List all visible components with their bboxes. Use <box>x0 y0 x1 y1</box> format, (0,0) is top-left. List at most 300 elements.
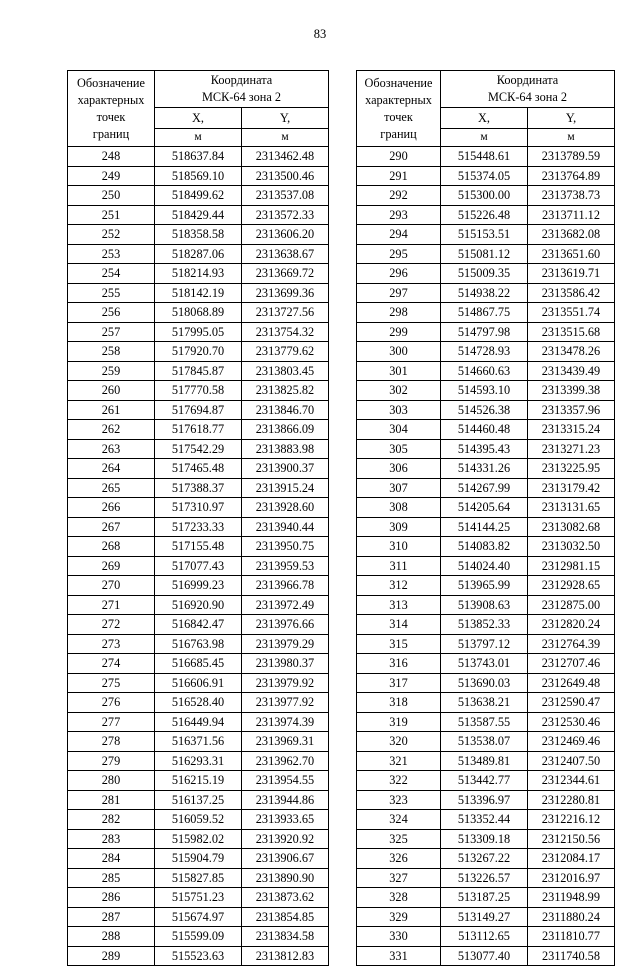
x-coordinate: 513226.57 <box>441 868 528 888</box>
x-coordinate: 518068.89 <box>155 303 242 323</box>
table-row <box>357 576 615 596</box>
x-coordinate: 518214.93 <box>155 264 242 284</box>
y-coordinate: 2313873.62 <box>242 888 329 908</box>
x-coordinate: 516842.47 <box>155 615 242 635</box>
table-row <box>357 615 615 635</box>
point-number: 270 <box>68 576 155 596</box>
x-axis-header: X, <box>441 108 528 129</box>
y-coordinate: 2313803.45 <box>242 361 329 381</box>
x-coordinate: 516137.25 <box>155 790 242 810</box>
y-coordinate: 2313866.09 <box>242 420 329 440</box>
x-coordinate: 516293.31 <box>155 751 242 771</box>
x-coordinate: 514267.99 <box>441 478 528 498</box>
table-row <box>68 829 329 849</box>
y-coordinate: 2313357.96 <box>528 400 615 420</box>
table-row <box>68 361 329 381</box>
y-coordinate: 2311740.58 <box>528 946 615 966</box>
table-row <box>357 498 615 518</box>
x-coordinate: 517310.97 <box>155 498 242 518</box>
y-coordinate: 2313890.90 <box>242 868 329 888</box>
point-number: 315 <box>357 634 441 654</box>
x-coordinate: 513690.03 <box>441 673 528 693</box>
table-row <box>357 810 615 830</box>
x-coordinate: 517077.43 <box>155 556 242 576</box>
point-number: 314 <box>357 615 441 635</box>
table-row <box>357 673 615 693</box>
point-number: 260 <box>68 381 155 401</box>
x-coordinate: 513965.99 <box>441 576 528 596</box>
table-row <box>357 634 615 654</box>
table-row <box>357 712 615 732</box>
point-number: 274 <box>68 654 155 674</box>
x-coordinate: 517542.29 <box>155 439 242 459</box>
point-number: 286 <box>68 888 155 908</box>
x-coordinate: 513538.07 <box>441 732 528 752</box>
y-coordinate: 2313972.49 <box>242 595 329 615</box>
table-row <box>357 303 615 323</box>
x-coordinate: 515300.00 <box>441 186 528 206</box>
table-row <box>68 439 329 459</box>
point-number: 312 <box>357 576 441 596</box>
x-coordinate: 516763.98 <box>155 634 242 654</box>
x-coordinate: 515674.97 <box>155 907 242 927</box>
y-coordinate: 2313854.85 <box>242 907 329 927</box>
y-coordinate: 2313551.74 <box>528 303 615 323</box>
y-coordinate: 2313619.71 <box>528 264 615 284</box>
x-coordinate: 516449.94 <box>155 712 242 732</box>
point-number: 267 <box>68 517 155 537</box>
y-coordinate: 2313727.56 <box>242 303 329 323</box>
y-coordinate: 2312530.46 <box>528 712 615 732</box>
y-coordinate: 2313500.46 <box>242 166 329 186</box>
point-number: 263 <box>68 439 155 459</box>
x-coordinate: 515523.63 <box>155 946 242 966</box>
table-row <box>357 771 615 791</box>
table-row <box>68 693 329 713</box>
point-number: 328 <box>357 888 441 908</box>
table-row <box>68 205 329 225</box>
x-coordinate: 514526.38 <box>441 400 528 420</box>
x-coordinate: 515982.02 <box>155 829 242 849</box>
table-row <box>68 342 329 362</box>
y-coordinate: 2313979.29 <box>242 634 329 654</box>
x-coordinate: 513187.25 <box>441 888 528 908</box>
point-number: 275 <box>68 673 155 693</box>
table-row <box>357 517 615 537</box>
point-number: 262 <box>68 420 155 440</box>
left-table-body <box>68 147 329 966</box>
right-table-body <box>357 147 615 966</box>
table-row <box>68 459 329 479</box>
point-number: 319 <box>357 712 441 732</box>
x-coordinate: 514024.40 <box>441 556 528 576</box>
y-coordinate: 2313131.65 <box>528 498 615 518</box>
x-coordinate: 513309.18 <box>441 829 528 849</box>
y-coordinate: 2313846.70 <box>242 400 329 420</box>
y-coordinate: 2313915.24 <box>242 478 329 498</box>
point-number: 264 <box>68 459 155 479</box>
point-number: 305 <box>357 439 441 459</box>
y-coordinate: 2313764.89 <box>528 166 615 186</box>
point-number: 309 <box>357 517 441 537</box>
point-number: 311 <box>357 556 441 576</box>
table-row <box>68 225 329 245</box>
x-coordinate: 514938.22 <box>441 283 528 303</box>
x-coordinate: 514395.43 <box>441 439 528 459</box>
table-row <box>68 147 329 167</box>
point-number: 322 <box>357 771 441 791</box>
point-number: 288 <box>68 927 155 947</box>
table-row <box>357 556 615 576</box>
table-row <box>357 439 615 459</box>
x-coordinate: 513587.55 <box>441 712 528 732</box>
x-coordinate: 514593.10 <box>441 381 528 401</box>
x-coordinate: 515081.12 <box>441 244 528 264</box>
x-coordinate: 515226.48 <box>441 205 528 225</box>
y-coordinate: 2313586.42 <box>528 283 615 303</box>
point-number: 271 <box>68 595 155 615</box>
point-number: 316 <box>357 654 441 674</box>
point-number: 284 <box>68 849 155 869</box>
point-number: 291 <box>357 166 441 186</box>
table-row <box>357 595 615 615</box>
point-number: 298 <box>357 303 441 323</box>
y-coordinate: 2313834.58 <box>242 927 329 947</box>
x-coordinate: 518287.06 <box>155 244 242 264</box>
y-coordinate: 2313606.20 <box>242 225 329 245</box>
table-row <box>357 829 615 849</box>
x-coordinate: 517155.48 <box>155 537 242 557</box>
x-coordinate: 517770.58 <box>155 381 242 401</box>
x-coordinate: 514460.48 <box>441 420 528 440</box>
y-coordinate: 2312469.46 <box>528 732 615 752</box>
x-coordinate: 516920.90 <box>155 595 242 615</box>
y-coordinate: 2312820.24 <box>528 615 615 635</box>
table-row <box>68 888 329 908</box>
point-number: 304 <box>357 420 441 440</box>
table-row <box>357 205 615 225</box>
point-number: 327 <box>357 868 441 888</box>
x-coordinate: 515009.35 <box>441 264 528 284</box>
y-coordinate: 2312016.97 <box>528 868 615 888</box>
table-row <box>357 888 615 908</box>
point-number: 281 <box>68 790 155 810</box>
x-coordinate: 518499.62 <box>155 186 242 206</box>
table-row <box>68 927 329 947</box>
point-number: 248 <box>68 147 155 167</box>
x-coordinate: 518358.58 <box>155 225 242 245</box>
y-coordinate: 2313315.24 <box>528 420 615 440</box>
y-coordinate: 2313906.67 <box>242 849 329 869</box>
y-coordinate: 2313032.50 <box>528 537 615 557</box>
x-coordinate: 516528.40 <box>155 693 242 713</box>
x-coordinate: 515448.61 <box>441 147 528 167</box>
table-row <box>357 264 615 284</box>
table-row <box>68 264 329 284</box>
x-coordinate: 513112.65 <box>441 927 528 947</box>
y-coordinate: 2312981.15 <box>528 556 615 576</box>
x-coordinate: 518637.84 <box>155 147 242 167</box>
table-row <box>357 322 615 342</box>
y-coordinate: 2313979.92 <box>242 673 329 693</box>
point-number: 280 <box>68 771 155 791</box>
y-coordinate: 2313977.92 <box>242 693 329 713</box>
point-number: 266 <box>68 498 155 518</box>
table-row <box>68 712 329 732</box>
point-number: 331 <box>357 946 441 966</box>
table-row <box>357 907 615 927</box>
table-row <box>68 634 329 654</box>
x-coordinate: 515374.05 <box>441 166 528 186</box>
y-coordinate: 2312764.39 <box>528 634 615 654</box>
table-row <box>357 283 615 303</box>
table-row <box>357 420 615 440</box>
y-coordinate: 2313966.78 <box>242 576 329 596</box>
point-number: 302 <box>357 381 441 401</box>
point-number: 293 <box>357 205 441 225</box>
table-row <box>357 751 615 771</box>
x-unit: м <box>155 129 242 147</box>
point-number: 292 <box>357 186 441 206</box>
point-number: 289 <box>68 946 155 966</box>
table-row <box>68 186 329 206</box>
point-number: 321 <box>357 751 441 771</box>
y-coordinate: 2312280.81 <box>528 790 615 810</box>
point-number: 313 <box>357 595 441 615</box>
y-coordinate: 2313082.68 <box>528 517 615 537</box>
point-number: 287 <box>68 907 155 927</box>
y-unit: м <box>242 129 329 147</box>
point-number: 249 <box>68 166 155 186</box>
table-row <box>68 478 329 498</box>
point-number: 318 <box>357 693 441 713</box>
x-coordinate: 516215.19 <box>155 771 242 791</box>
x-coordinate: 516999.23 <box>155 576 242 596</box>
table-row <box>68 654 329 674</box>
point-number: 324 <box>357 810 441 830</box>
point-number: 303 <box>357 400 441 420</box>
table-row <box>68 283 329 303</box>
x-coordinate: 515751.23 <box>155 888 242 908</box>
x-coordinate: 514728.93 <box>441 342 528 362</box>
table-row <box>357 166 615 186</box>
y-coordinate: 2313669.72 <box>242 264 329 284</box>
point-number: 295 <box>357 244 441 264</box>
table-row <box>68 381 329 401</box>
point-number: 258 <box>68 342 155 362</box>
y-coordinate: 2313959.53 <box>242 556 329 576</box>
x-unit: м <box>441 129 528 147</box>
table-row <box>68 810 329 830</box>
point-number: 255 <box>68 283 155 303</box>
point-number: 269 <box>68 556 155 576</box>
x-coordinate: 517845.87 <box>155 361 242 381</box>
table-row <box>68 751 329 771</box>
x-coordinate: 513489.81 <box>441 751 528 771</box>
y-coordinate: 2313699.36 <box>242 283 329 303</box>
table-row <box>357 147 615 167</box>
y-coordinate: 2313928.60 <box>242 498 329 518</box>
y-coordinate: 2313515.68 <box>528 322 615 342</box>
point-number: 265 <box>68 478 155 498</box>
table-row <box>68 849 329 869</box>
point-number: 272 <box>68 615 155 635</box>
coordinate-system-header: Координата МСК-64 зона 2 <box>441 71 615 108</box>
table-row <box>68 907 329 927</box>
point-number: 257 <box>68 322 155 342</box>
y-coordinate: 2313439.49 <box>528 361 615 381</box>
x-coordinate: 514797.98 <box>441 322 528 342</box>
y-coordinate: 2313812.83 <box>242 946 329 966</box>
table-row <box>357 849 615 869</box>
table-row <box>68 517 329 537</box>
point-number: 253 <box>68 244 155 264</box>
x-coordinate: 513267.22 <box>441 849 528 869</box>
point-number: 297 <box>357 283 441 303</box>
point-number: 300 <box>357 342 441 362</box>
x-coordinate: 516059.52 <box>155 810 242 830</box>
point-number: 329 <box>357 907 441 927</box>
y-coordinate: 2313711.12 <box>528 205 615 225</box>
y-coordinate: 2313682.08 <box>528 225 615 245</box>
x-coordinate: 513077.40 <box>441 946 528 966</box>
table-row <box>68 303 329 323</box>
x-coordinate: 516606.91 <box>155 673 242 693</box>
table-row <box>357 654 615 674</box>
y-coordinate: 2313883.98 <box>242 439 329 459</box>
y-coordinate: 2311880.24 <box>528 907 615 927</box>
point-number: 268 <box>68 537 155 557</box>
point-number: 294 <box>357 225 441 245</box>
x-coordinate: 514205.64 <box>441 498 528 518</box>
x-coordinate: 513797.12 <box>441 634 528 654</box>
y-coordinate: 2313940.44 <box>242 517 329 537</box>
x-coordinate: 513352.44 <box>441 810 528 830</box>
y-coordinate: 2313825.82 <box>242 381 329 401</box>
y-coordinate: 2313179.42 <box>528 478 615 498</box>
x-axis-header: X, <box>155 108 242 129</box>
y-coordinate: 2313969.31 <box>242 732 329 752</box>
table-row <box>357 927 615 947</box>
table-row <box>68 771 329 791</box>
point-number: 283 <box>68 829 155 849</box>
x-coordinate: 517694.87 <box>155 400 242 420</box>
y-coordinate: 2313651.60 <box>528 244 615 264</box>
table-row <box>68 673 329 693</box>
table-row <box>357 537 615 557</box>
y-coordinate: 2312707.46 <box>528 654 615 674</box>
table-row <box>357 361 615 381</box>
table-row <box>68 322 329 342</box>
point-number: 317 <box>357 673 441 693</box>
point-number: 290 <box>357 147 441 167</box>
point-number: 259 <box>68 361 155 381</box>
x-coordinate: 517995.05 <box>155 322 242 342</box>
point-number: 307 <box>357 478 441 498</box>
x-coordinate: 516685.45 <box>155 654 242 674</box>
point-designation-header: Обозначение характерных точек границ <box>357 71 441 147</box>
x-coordinate: 518429.44 <box>155 205 242 225</box>
x-coordinate: 514867.75 <box>441 303 528 323</box>
x-coordinate: 517618.77 <box>155 420 242 440</box>
x-coordinate: 513852.33 <box>441 615 528 635</box>
point-number: 330 <box>357 927 441 947</box>
y-coordinate: 2313950.75 <box>242 537 329 557</box>
table-row <box>357 381 615 401</box>
x-coordinate: 517233.33 <box>155 517 242 537</box>
table-row <box>357 186 615 206</box>
point-number: 320 <box>357 732 441 752</box>
x-coordinate: 515153.51 <box>441 225 528 245</box>
point-number: 252 <box>68 225 155 245</box>
y-coordinate: 2313537.08 <box>242 186 329 206</box>
table-row <box>68 244 329 264</box>
y-coordinate: 2313962.70 <box>242 751 329 771</box>
y-coordinate: 2313980.37 <box>242 654 329 674</box>
table-row <box>357 693 615 713</box>
point-number: 278 <box>68 732 155 752</box>
point-number: 254 <box>68 264 155 284</box>
point-number: 276 <box>68 693 155 713</box>
table-row <box>68 400 329 420</box>
y-coordinate: 2312649.48 <box>528 673 615 693</box>
y-coordinate: 2313974.39 <box>242 712 329 732</box>
coordinates-table-left <box>67 70 329 966</box>
point-number: 251 <box>68 205 155 225</box>
point-number: 273 <box>68 634 155 654</box>
y-coordinate: 2313933.65 <box>242 810 329 830</box>
y-coordinate: 2312875.00 <box>528 595 615 615</box>
point-number: 279 <box>68 751 155 771</box>
x-coordinate: 517920.70 <box>155 342 242 362</box>
point-number: 282 <box>68 810 155 830</box>
table-row <box>68 537 329 557</box>
y-coordinate: 2312344.61 <box>528 771 615 791</box>
x-coordinate: 518569.10 <box>155 166 242 186</box>
table-row <box>68 946 329 966</box>
y-coordinate: 2311948.99 <box>528 888 615 908</box>
y-coordinate: 2313954.55 <box>242 771 329 791</box>
x-coordinate: 513396.97 <box>441 790 528 810</box>
table-row <box>68 556 329 576</box>
y-coordinate: 2312216.12 <box>528 810 615 830</box>
x-coordinate: 513442.77 <box>441 771 528 791</box>
point-number: 285 <box>68 868 155 888</box>
y-coordinate: 2313572.33 <box>242 205 329 225</box>
x-coordinate: 515599.09 <box>155 927 242 947</box>
x-coordinate: 513743.01 <box>441 654 528 674</box>
y-unit: м <box>528 129 615 147</box>
point-number: 301 <box>357 361 441 381</box>
table-row <box>68 420 329 440</box>
x-coordinate: 517465.48 <box>155 459 242 479</box>
y-coordinate: 2313271.23 <box>528 439 615 459</box>
y-coordinate: 2313754.32 <box>242 322 329 342</box>
y-coordinate: 2311810.77 <box>528 927 615 947</box>
y-coordinate: 2313944.86 <box>242 790 329 810</box>
page-number: 83 <box>313 27 327 41</box>
point-number: 296 <box>357 264 441 284</box>
y-coordinate: 2312928.65 <box>528 576 615 596</box>
table-row <box>357 400 615 420</box>
point-number: 277 <box>68 712 155 732</box>
table-row <box>357 732 615 752</box>
y-coordinate: 2313225.95 <box>528 459 615 479</box>
table-row <box>357 459 615 479</box>
x-coordinate: 514144.25 <box>441 517 528 537</box>
y-coordinate: 2313900.37 <box>242 459 329 479</box>
point-designation-header: Обозначение характерных точек границ <box>68 71 155 147</box>
